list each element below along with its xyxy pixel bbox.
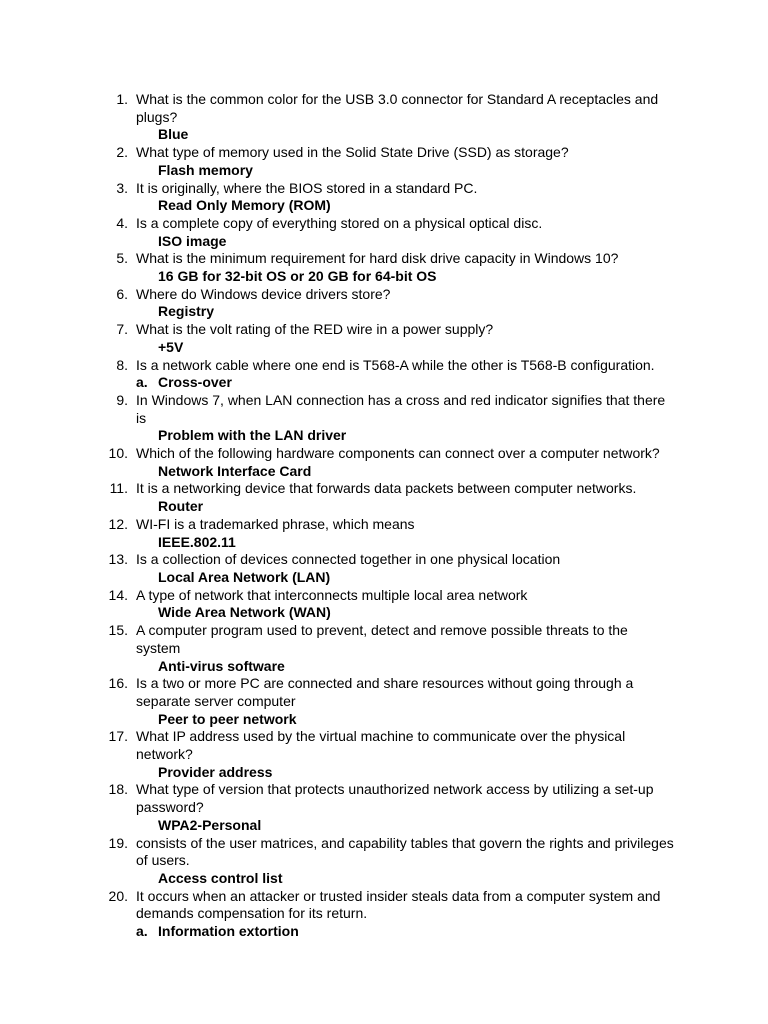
question-text: It is a networking device that forwards data packets between computer networks. <box>136 480 637 497</box>
question-number: 12. <box>108 515 128 532</box>
question-text: Where do Windows device drivers store? <box>136 285 391 302</box>
question-item <box>0 180 768 215</box>
answer-label: Problem with the LAN driver <box>158 427 347 444</box>
question-answer-list <box>0 91 768 941</box>
question-item <box>0 516 768 551</box>
question-item <box>0 321 768 356</box>
question-number: 3. <box>116 179 128 196</box>
question-text: A type of network that interconnects multiple local area network <box>136 586 528 603</box>
answer-text <box>158 534 768 552</box>
question-number: 17. <box>108 728 128 745</box>
answer-text <box>136 374 768 392</box>
question-number: 5. <box>116 250 128 267</box>
question-number: 4. <box>116 214 128 231</box>
question-text: Is a two or more PC are connected and share resources without going through a separate server computer <box>136 675 634 709</box>
question-number: 1. <box>116 91 128 107</box>
answer-label: WPA2-Personal <box>158 816 262 833</box>
question-item <box>0 728 768 781</box>
question-item <box>0 587 768 622</box>
answer-label: Local Area Network (LAN) <box>158 568 331 585</box>
question-number: 15. <box>108 622 128 639</box>
question-item <box>0 215 768 250</box>
answer-text <box>158 463 768 481</box>
question-text: WI-FI is a trademarked phrase, which means <box>136 515 415 532</box>
answer-text <box>158 197 768 215</box>
answer-label: Provider address <box>158 763 273 780</box>
question-text: What type of version that protects unauthorized network access by utilizing a set-up password? <box>136 781 654 816</box>
answer-text <box>158 711 768 729</box>
answer-text <box>158 339 768 357</box>
question-item <box>0 675 768 728</box>
answer-label: 16 GB for 32-bit OS or 20 GB for 64-bit OS <box>158 268 437 285</box>
answer-label: Peer to peer network <box>158 710 297 727</box>
question-item <box>0 144 768 179</box>
answer-label: Blue <box>158 126 189 143</box>
answer-label: Wide Area Network (WAN) <box>158 604 331 621</box>
question-item <box>0 480 768 515</box>
answer-text <box>158 498 768 516</box>
question-text: In Windows 7, when LAN connection has a cross and red indicator signifies that there is <box>136 391 666 426</box>
answer-marker: a. <box>136 374 148 391</box>
question-text: What is the volt rating of the RED wire in a power supply? <box>136 321 494 338</box>
question-text: Which of the following hardware components can connect over a computer network? <box>136 445 660 462</box>
question-number: 11. <box>109 480 128 497</box>
answer-label: +5V <box>158 338 184 355</box>
question-item <box>0 357 768 392</box>
question-item <box>0 888 768 941</box>
answer-marker: a. <box>136 923 148 940</box>
question-number: 7. <box>116 321 128 338</box>
question-number: 8. <box>116 356 128 373</box>
answer-text <box>158 233 768 251</box>
question-item <box>0 250 768 285</box>
question-number: 16. <box>108 675 128 692</box>
question-text: It is originally, where the BIOS stored in a standard PC. <box>136 179 478 196</box>
question-number: 18. <box>108 781 128 798</box>
question-item <box>0 622 768 675</box>
answer-text <box>136 923 768 941</box>
question-number: 19. <box>108 834 128 851</box>
answer-text <box>158 870 768 888</box>
answer-label: Network Interface Card <box>158 462 312 479</box>
question-text: What is the common color for the USB 3.0 connector for Standard A receptacles and plugs? <box>136 91 659 125</box>
question-number: 9. <box>116 391 128 408</box>
answer-text <box>158 604 768 622</box>
answer-text <box>158 126 768 144</box>
question-number: 2. <box>116 144 128 161</box>
question-number: 20. <box>108 887 128 904</box>
answer-label: Access control list <box>158 869 283 886</box>
question-item <box>0 781 768 834</box>
answer-label: IEEE.802.11 <box>158 533 236 550</box>
question-item <box>0 392 768 445</box>
answer-text <box>158 427 768 445</box>
question-text: What is the minimum requirement for hard disk drive capacity in Windows 10? <box>136 250 619 267</box>
answer-text <box>158 569 768 587</box>
question-text: Is a network cable where one end is T568-A while the other is T568-B configuration. <box>136 356 655 373</box>
question-text: A computer program used to prevent, detect and remove possible threats to the system <box>136 622 628 656</box>
question-text: Is a collection of devices connected together in one physical location <box>136 551 561 568</box>
question-text: Is a complete copy of everything stored on a physical optical disc. <box>136 214 543 231</box>
question-number: 10. <box>108 445 128 462</box>
answer-text <box>158 162 768 180</box>
answer-label: Registry <box>158 303 215 320</box>
answer-text <box>158 817 768 835</box>
question-number: 13. <box>108 551 128 568</box>
answer-label: Read Only Memory (ROM) <box>158 197 331 214</box>
question-item <box>0 91 768 144</box>
question-number: 6. <box>116 285 128 302</box>
answer-label: Router <box>158 498 204 515</box>
question-text: It occurs when an attacker or trusted insider steals data from a computer system and demands compensation for its return. <box>136 887 661 922</box>
answer-label: Cross-over <box>158 374 232 391</box>
question-item <box>0 551 768 586</box>
answer-label: Information extortion <box>158 923 299 940</box>
answer-label: ISO image <box>158 232 227 249</box>
answer-text <box>158 303 768 321</box>
question-item <box>0 835 768 888</box>
answer-text <box>158 658 768 676</box>
answer-label: Flash memory <box>158 161 253 178</box>
question-text: What type of memory used in the Solid State Drive (SSD) as storage? <box>136 144 569 161</box>
question-text: What IP address used by the virtual machine to communicate over the physical network? <box>136 728 626 763</box>
question-item <box>0 286 768 321</box>
answer-text <box>158 764 768 782</box>
answer-text <box>158 268 768 286</box>
answer-label: Anti-virus software <box>158 657 285 674</box>
question-text: consists of the user matrices, and capability tables that govern the rights and privileges of users. <box>136 834 674 869</box>
question-number: 14. <box>108 586 128 603</box>
question-item <box>0 445 768 480</box>
